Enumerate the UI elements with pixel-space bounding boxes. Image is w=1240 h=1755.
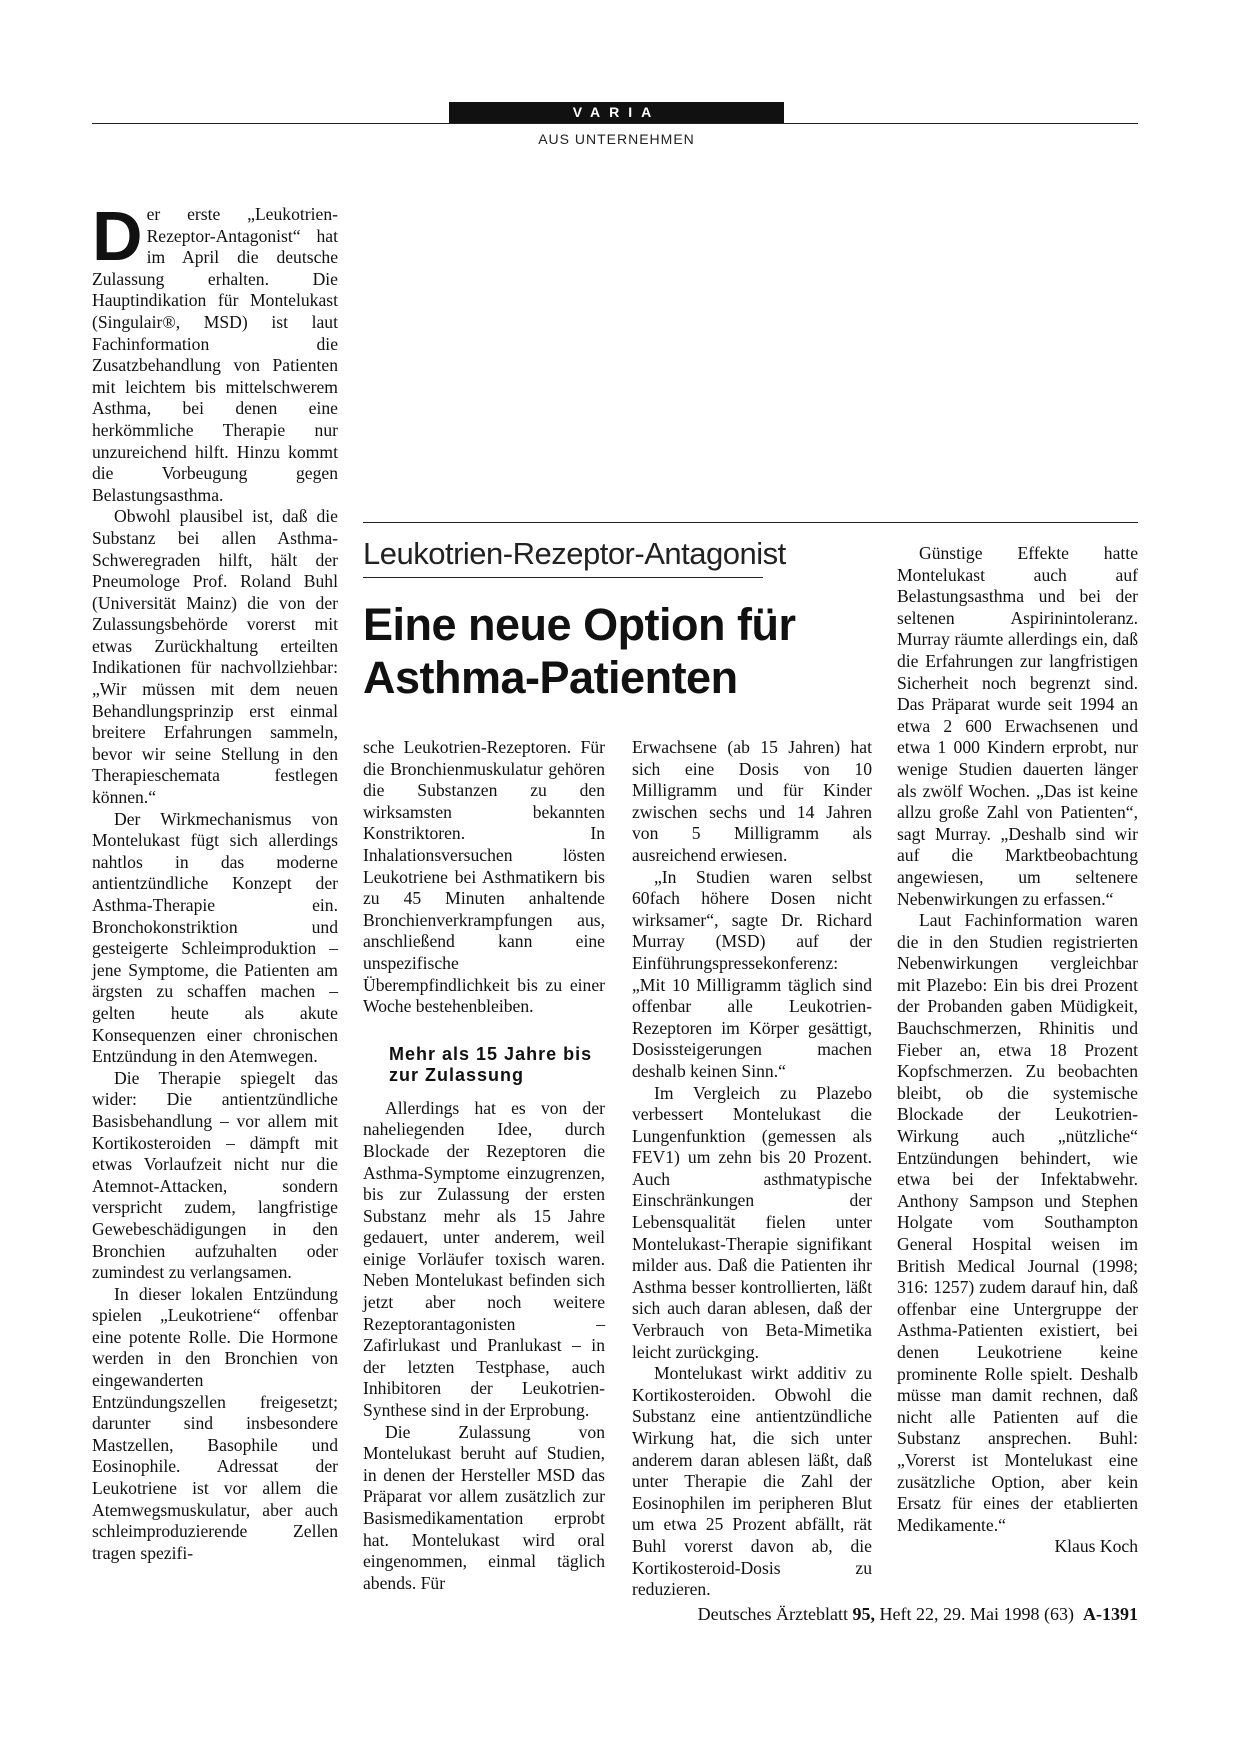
page-footer: [698, 1604, 1138, 1625]
dropcap: D: [92, 197, 143, 275]
author-signature: Klaus Koch: [1054, 1536, 1138, 1557]
paragraph: Erwachsene (ab 15 Jahren) hat sich eine Dosis von 10 Milligramm und für Kinder zwischen sechs und 14 Jahren von 5 Milligramm als ausreichend erwiesen.: [632, 737, 872, 865]
page-number: A-1391: [1083, 1604, 1138, 1624]
paragraph: Die Therapie spiegelt das wider: Die antientzündliche Basisbehandlung – vor allem mit Kortikosteroiden – dämpft mit etwas Vorlaufzeit nicht nur die Atemnot-Attacken, sondern verspricht zudem, langfristige Gewebeschädigungen in den Bronchien aufzuhalten oder zumindest zu verlangsamen.: [92, 1067, 338, 1283]
journal-name: Deutsches Ärzteblatt: [697, 1604, 849, 1624]
header-rule: [92, 123, 1138, 124]
article-rule: [363, 522, 1138, 523]
paragraph: Der Wirkmechanismus von Montelukast fügt sich allerdings nahtlos in das moderne antientzündliche Konzept der Asthma-Therapie ein. Bronchokonstriktion und gesteigerte Schleimproduktion – jene Symptome, die Patienten am ärgsten zu schaffen machen – gelten heute als akute Konsequenzen einer chronischen Entzündung in den Atemwegen.: [92, 808, 338, 1067]
article-kicker: Leukotrien-Rezeptor-Antagonist: [363, 536, 786, 571]
paragraph: Im Vergleich zu Plazebo verbessert Montelukast die Lungenfunktion (gemessen als FEV1) um zehn bis 20 Prozent. Auch asthmatypische Einschränkungen der Lebensqualität fielen unter Montelukast-Therapie signifikant milder aus. Daß die Patienten ihr Asthma besser kontrollierten, läßt sich auch daran ablesen, daß der Verbrauch von Beta-Mimetika leicht zurückging.: [632, 1082, 872, 1362]
paragraph: „In Studien waren selbst 60fach höhere Dosen nicht wirksamer“, sagte Dr. Richard Murray (MSD) auf der Einführungspressekonferenz: „Mit 10 Milligramm täglich sind offenbar alle Leukotrien-Rezeptoren im Körper gesättigt, Dosissteigerungen machen deshalb keinen Sinn.“: [632, 866, 872, 1081]
section-label: AUS UNTERNEHMEN: [538, 131, 695, 147]
headline-line: Eine neue Option für: [363, 599, 796, 650]
journal-volume: 95,: [852, 1604, 876, 1624]
paragraph: Die Zulassung von Montelukast beruht auf Studien, in denen der Hersteller MSD das Präparat vor allem zusätzlich zur Basismedikamentation erprobt hat. Montelukast wird oral eingenommen, einmal täglich abends. Für: [363, 1421, 605, 1593]
kicker-underline: [363, 577, 763, 578]
column-3: [632, 737, 872, 1601]
column-2: [363, 737, 605, 1594]
paragraph: Obwohl plausibel ist, daß die Substanz bei allen Asthma-Schweregraden hilft, hält der Pneumologe Prof. Roland Buhl (Universität Mainz) die von der Zulassungsbehörde vorerst mit etwas Zurückhaltung erteilten Indikationen für nachvollziehbar: „Wir müssen mit dem neuen Behandlungsprinzip erst einmal breitere Erfahrungen sammeln, bevor wir seine Stellung in den Therapieschemata festlegen können.“: [92, 506, 338, 808]
column-1: [92, 197, 338, 1564]
article-headline: [363, 598, 873, 704]
subheading: Mehr als 15 Jahre bis zur Zulassung: [389, 1043, 593, 1085]
paragraph: Laut Fachinformation waren die in den Studien registrierten Nebenwirkungen vergleichbar mit Plazebo: Ein bis drei Prozent der Probanden gaben Müdigkeit, Bauchschmerzen, Rhinitis und Fieber an, etwa 18 Prozent Kopfschmerzen. Zu beobachten bleibt, ob die systemische Blockade der Leukotrien-Wirkung auch „nützliche“ Entzündungen behindert, wie etwa bei der Infektabwehr. Anthony Sampson und Stephen Holgate vom Southampton General Hospital weisen im British Medical Journal (1998; 316: 1257) zudem darauf hin, daß offenbar eine Untergruppe der Asthma-Patienten existiert, bei denen Leukotriene keine prominente Rolle spielt. Deshalb müsse man damit rechnen, daß nicht alle Patienten auf die Substanz ansprechen. Buhl: „Vorerst ist Montelukast eine zusätzliche Option, aber kein Ersatz für eines der etablierten Medikamente.“: [897, 910, 1138, 1535]
paragraph: In dieser lokalen Entzündung spielen „Leukotriene“ offenbar eine potente Rolle. Die Hormone werden in den Bronchien von eingewanderten Entzündungszellen freigesetzt; darunter sind insbesondere Mastzellen, Basophile und Eosinophile. Adressat der Leukotriene ist vor allem die Atemwegsmuskulatur, aber auch schleimproduzierende Zellen tragen spezifi-: [92, 1283, 338, 1563]
section-bar: VARIA: [449, 102, 784, 123]
paragraph: Montelukast wirkt additiv zu Kortikosteroiden. Obwohl die Substanz eine antientzündliche Wirkung hat, die sich unter anderem daran ablesen läßt, daß unter Therapie die Zahl der Eosinophilen im peripheren Blut um etwa 25 Prozent abfällt, rät Buhl vorerst davon ab, die Kortikosteroid-Dosis zu reduzieren.: [632, 1363, 872, 1600]
headline-line: Asthma-Patienten: [363, 652, 738, 703]
paragraph: Allerdings hat es von der naheliegenden Idee, durch Blockade der Rezeptoren die Asthma-Symptome einzugrenzen, bis zur Zulassung der ersten Substanz mehr als 15 Jahre gedauert, unter anderem, weil einige Vorläufer toxisch waren. Neben Montelukast befinden sich jetzt aber noch weitere Rezeptorantagonisten – Zafirlukast und Pranlukast – in der letzten Testphase, auch Inhibitoren der Leukotrien-Synthese sind in der Erprobung.: [363, 1097, 605, 1421]
journal-issue: Heft 22, 29. Mai 1998 (63): [879, 1604, 1074, 1624]
paragraph: Der erste „Leukotrien-Rezeptor-Antagonist“ hat im April die deutsche Zulassung erhalten. Die Hauptindikation für Montelukast (Singulair®, MSD) ist laut Fachinformation die Zusatzbehandlung von Patienten mit leichtem bis mittelschwerem Asthma, bei denen eine herkömmliche Therapie nur unzureichend hilft. Hinzu kommt die Vorbeugung gegen Belastungsasthma.: [92, 197, 338, 505]
column-4: [897, 543, 1138, 1558]
paragraph: Günstige Effekte hatte Montelukast auch auf Belastungsasthma und bei der seltenen Aspirinintoleranz. Murray räumte allerdings ein, daß die Erfahrungen zur langfristigen Sicherheit noch begrenzt sind. Das Präparat wurde seit 1994 an etwa 2 600 Erwachsenen und etwa 1 000 Kindern erprobt, nur wenige Studien dauerten länger als zwölf Wochen. „Das ist keine allzu große Zahl von Patienten“, sagt Murray. „Deshalb sind wir auf die Marktbeobachtung angewiesen, um seltenere Nebenwirkungen zu erfassen.“: [897, 543, 1138, 909]
paragraph: sche Leukotrien-Rezeptoren. Für die Bronchienmuskulatur gehören die Substanzen zu den wirksamsten bekannten Konstriktoren. In Inhalationsversuchen lösten Leukotriene bei Asthmatikern bis zu 45 Minuten anhaltende Bronchienverkrampfungen aus, anschließend kann eine unspezifische Überempfindlichkeit bis zu einer Woche bestehenbleiben.: [363, 737, 605, 1017]
